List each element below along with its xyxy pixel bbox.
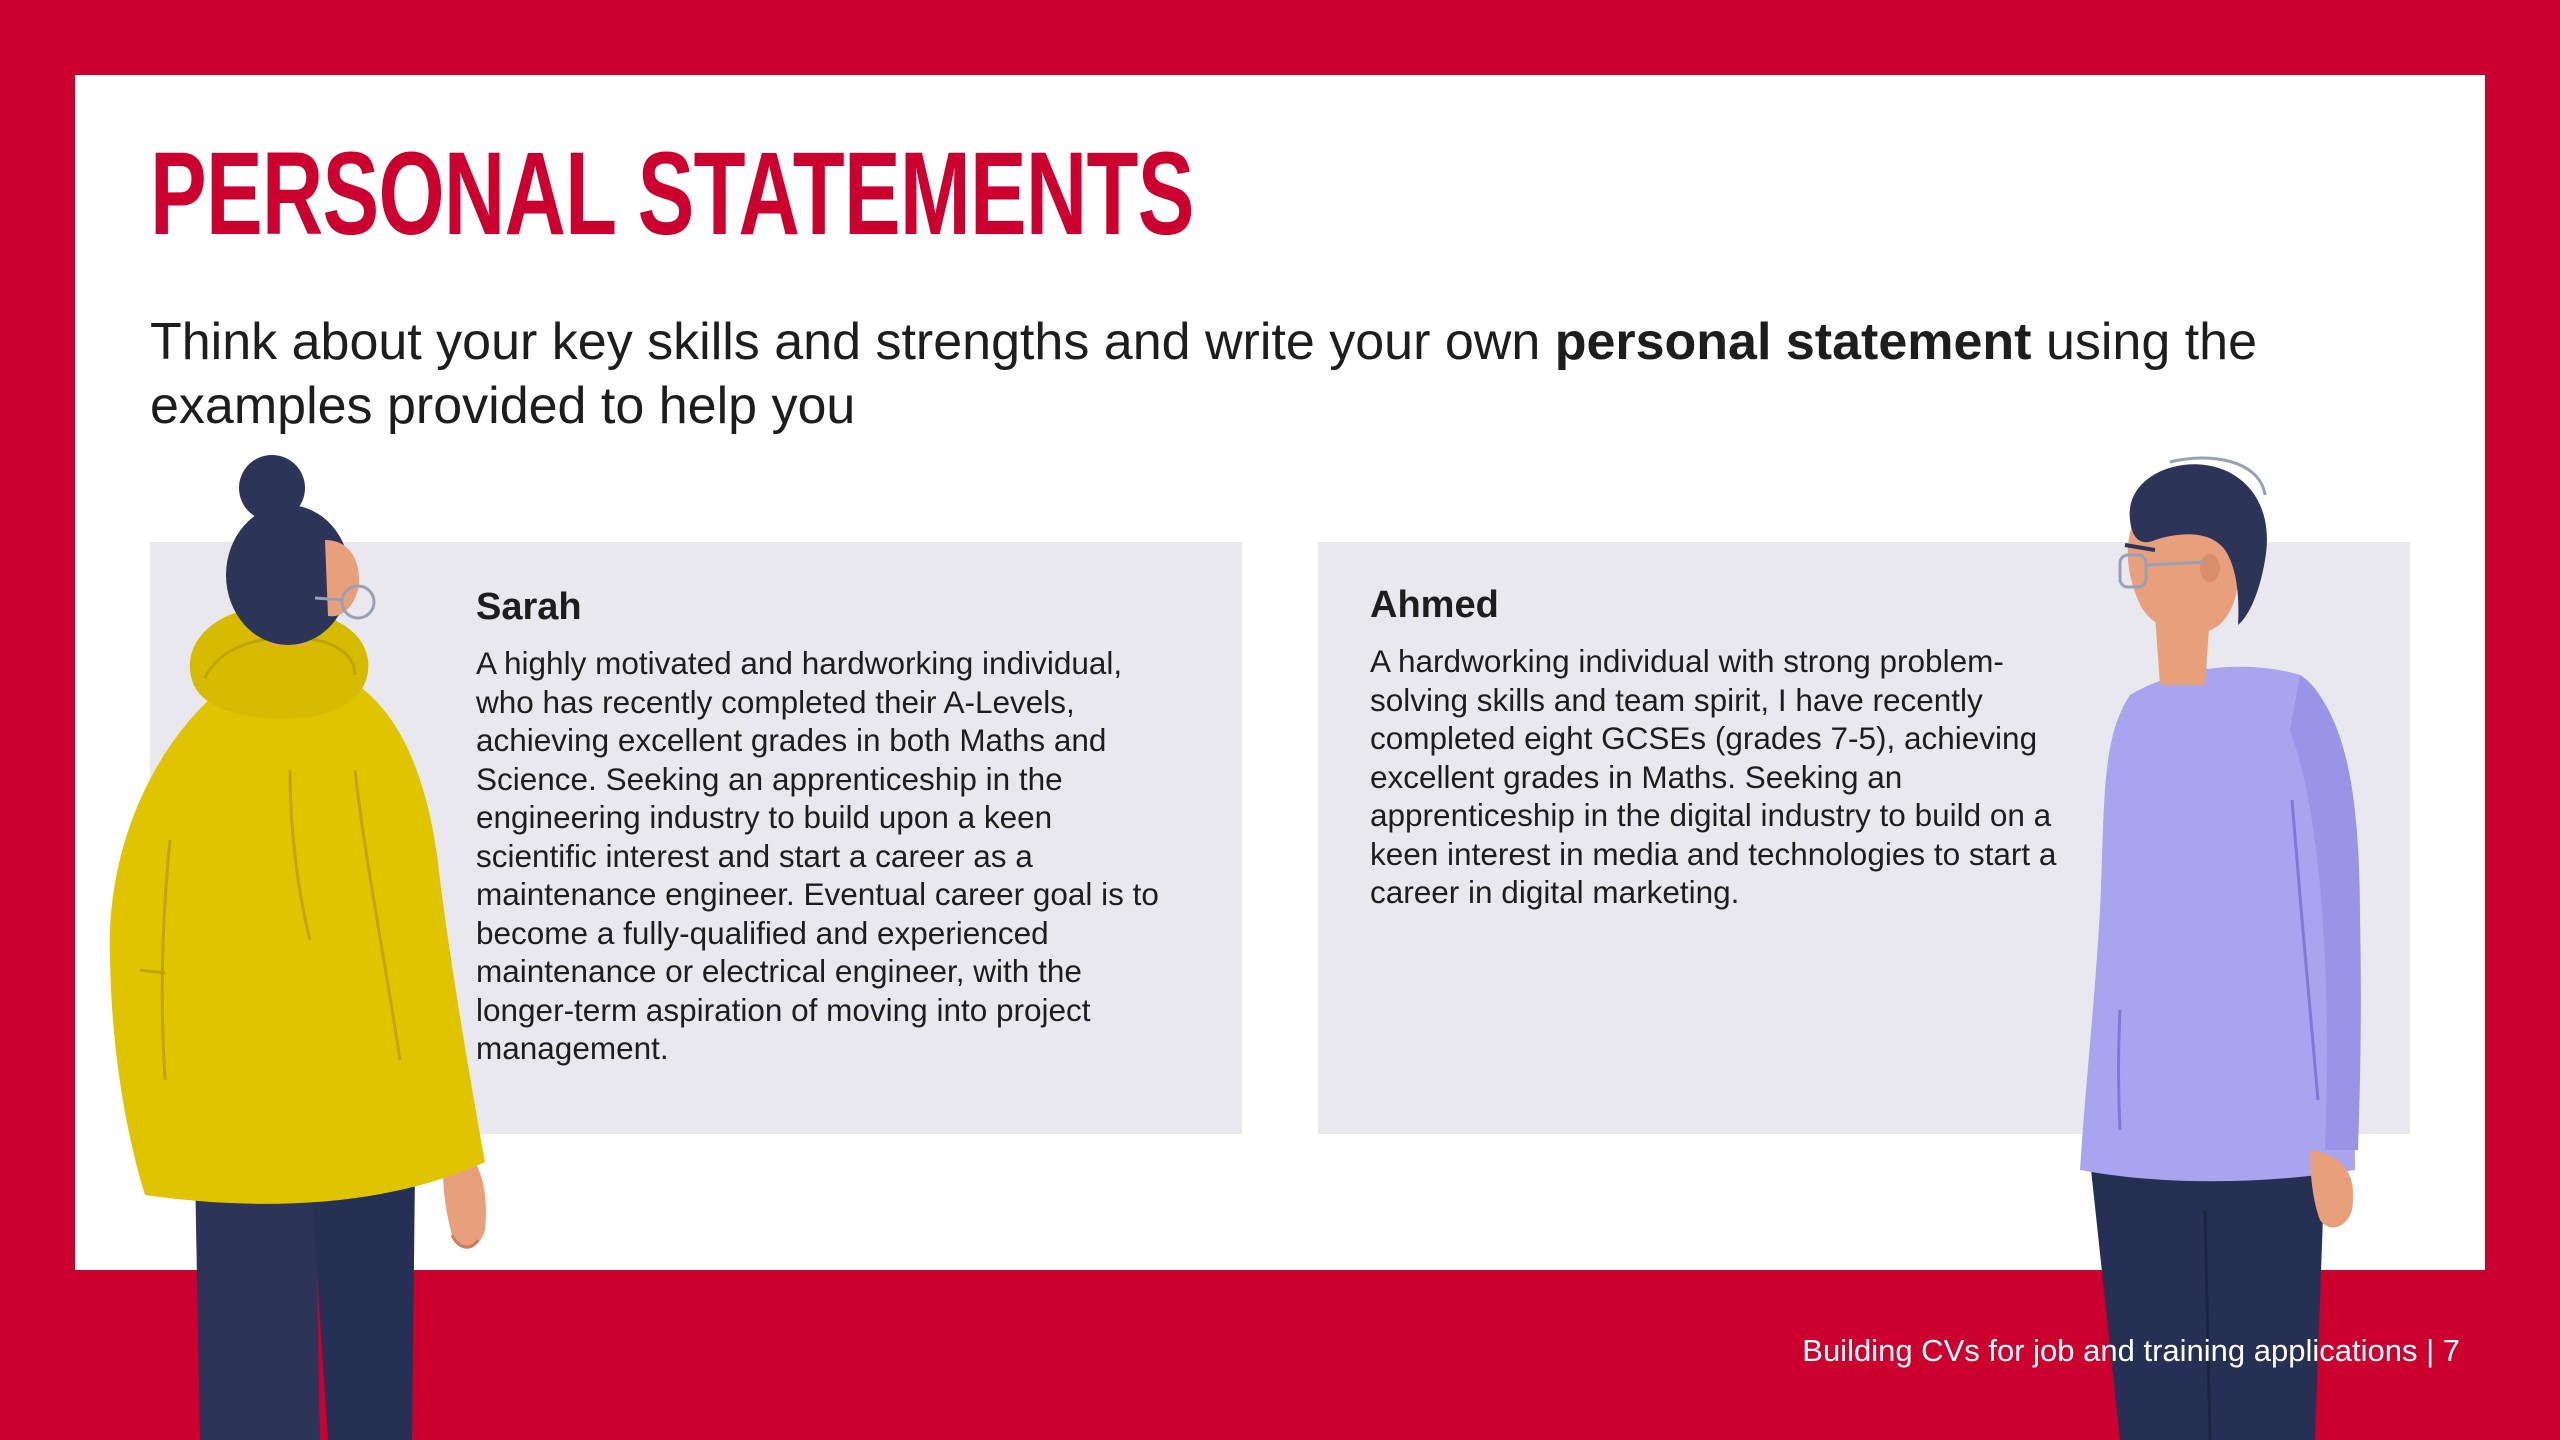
ahmed-statement-text: A hardworking individual with strong problem-solving skills and team spirit, I have recently completed eight GCSEs (grades 7-5), achieving excellent grades in Maths. Seeking an apprenticeship in the digital industry to build on a keen interest in media and technologies to start a career in digital marketing.: [1370, 643, 2057, 910]
intro-text-start: Think about your key skills and strengths and write your own: [150, 313, 1555, 371]
page-title: PERSONAL STATEMENTS: [150, 128, 1194, 260]
intro-text: [150, 310, 2350, 438]
woman-in-yellow-coat-illustration: [100, 440, 520, 1440]
intro-text-bold: personal statement: [1554, 313, 2032, 371]
ahmed-name: Ahmed: [1370, 584, 1499, 626]
intro-text-end: using the examples provided to help you: [150, 313, 2257, 435]
footer-text: Building CVs for job and training applications | 7: [1802, 1333, 2460, 1368]
sarah-statement-text: A highly motivated and hardworking individual, who has recently completed their A-Levels, achieving excellent grades in both Maths and Science. Seeking an apprenticeship in the engineering industry to build upon a keen scientific interest and start a career as a maintenance engineer. Eventual career goal is to become a fully-qualified and experienced maintenance or electrical engineer, with the longer-term aspiration of moving into project management.: [476, 645, 1159, 1066]
man-in-lavender-shirt-illustration: [2060, 450, 2440, 1440]
sarah-name: Sarah: [476, 586, 582, 628]
